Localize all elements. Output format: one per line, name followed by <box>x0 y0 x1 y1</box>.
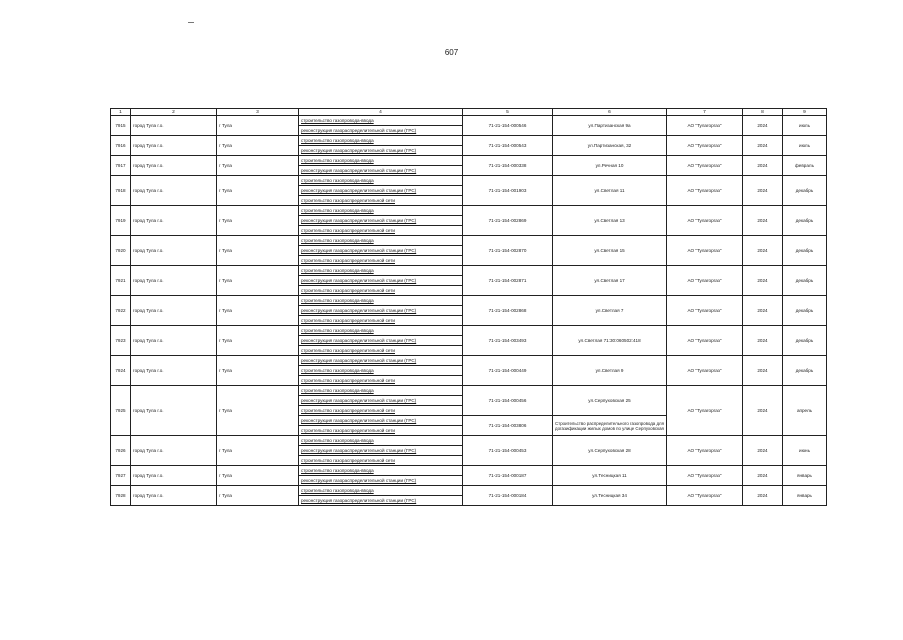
registry-body <box>111 116 827 506</box>
work-type-cell <box>299 356 463 366</box>
locality-cell: г Тула <box>217 266 299 296</box>
registry-table <box>110 108 827 506</box>
district-cell: город Тула г.о. <box>131 266 217 296</box>
address-cell: ул.Тесницкая 34 <box>553 486 667 506</box>
work-type-cell <box>299 486 463 496</box>
work-type-text: реконструкция газораспределительной станции (ГРС) <box>301 218 417 223</box>
locality-cell: г Тула <box>217 466 299 486</box>
year-cell: 2024 <box>743 486 783 506</box>
district-cell: город Тула г.о. <box>131 326 217 356</box>
table-row <box>111 326 827 336</box>
year-cell: 2024 <box>743 356 783 386</box>
organization-cell: АО "Тулагоргаз" <box>667 386 743 436</box>
locality-cell: г Тула <box>217 156 299 176</box>
table-row <box>111 266 827 276</box>
organization-cell: АО "Тулагоргаз" <box>667 466 743 486</box>
year-cell: 2024 <box>743 206 783 236</box>
organization-cell: АО "Тулагоргаз" <box>667 236 743 266</box>
district-cell: город Тула г.о. <box>131 206 217 236</box>
address-cell: ул.Светлая 9 <box>553 356 667 386</box>
work-type-text: реконструкция газораспределительной станции (ГРС) <box>301 478 417 483</box>
district-cell: город Тула г.о. <box>131 136 217 156</box>
address-cell: ул.Тесницкая 11 <box>553 466 667 486</box>
district-cell: город Тула г.о. <box>131 176 217 206</box>
work-type-cell <box>299 246 463 256</box>
work-type-text: строительство газораспределительной сети <box>301 198 395 203</box>
month-cell: декабрь <box>783 356 827 386</box>
address-cell: ул.Светлая 11 <box>553 176 667 206</box>
year-cell: 2024 <box>743 116 783 136</box>
locality-cell: г Тула <box>217 176 299 206</box>
row-number: 7922 <box>111 296 131 326</box>
work-type-text: реконструкция газораспределительной станции (ГРС) <box>301 358 417 363</box>
work-type-cell <box>299 286 463 296</box>
district-cell: город Тула г.о. <box>131 386 217 436</box>
month-cell: декабрь <box>783 266 827 296</box>
object-code-cell: 71-21-154-003806 <box>463 416 553 436</box>
address-cell: ул.Партизанская 9а <box>553 116 667 136</box>
work-type-text: строительство газопровода-ввода <box>301 118 374 123</box>
district-cell: город Тула г.о. <box>131 156 217 176</box>
address-cell: ул.Светлая 15 <box>553 236 667 266</box>
table-row <box>111 236 827 246</box>
month-cell: декабрь <box>783 206 827 236</box>
work-type-cell <box>299 136 463 146</box>
work-type-cell <box>299 256 463 266</box>
organization-cell: АО "Тулагоргаз" <box>667 206 743 236</box>
object-code-cell: 71-21-154-003493 <box>463 326 553 356</box>
row-number: 7918 <box>111 176 131 206</box>
object-code-cell: 71-21-154-000449 <box>463 356 553 386</box>
work-type-cell <box>299 446 463 456</box>
address-cell: ул.Партизанская, 32 <box>553 136 667 156</box>
year-cell: 2024 <box>743 236 783 266</box>
object-code-cell: 71-21-154-000456 <box>463 386 553 416</box>
year-cell: 2024 <box>743 436 783 466</box>
work-type-text: реконструкция газораспределительной станции (ГРС) <box>301 418 417 423</box>
year-cell: 2024 <box>743 136 783 156</box>
work-type-text: реконструкция газораспределительной станции (ГРС) <box>301 248 417 253</box>
work-type-cell <box>299 466 463 476</box>
month-cell: декабрь <box>783 176 827 206</box>
address-cell: ул.Серпуховская 28 <box>553 436 667 466</box>
work-type-text: реконструкция газораспределительной станции (ГРС) <box>301 338 417 343</box>
year-cell: 2024 <box>743 386 783 436</box>
column-header: 8 <box>743 109 783 116</box>
header-row <box>111 109 827 116</box>
object-code-cell: 71-21-154-002868 <box>463 296 553 326</box>
row-number: 7919 <box>111 206 131 236</box>
work-type-cell <box>299 156 463 166</box>
locality-cell: г Тула <box>217 356 299 386</box>
work-type-text: реконструкция газораспределительной станции (ГРС) <box>301 398 417 403</box>
work-type-cell <box>299 326 463 336</box>
work-type-text: строительство газораспределительной сети <box>301 228 395 233</box>
row-number: 7928 <box>111 486 131 506</box>
month-cell: январь <box>783 486 827 506</box>
locality-cell: г Тула <box>217 116 299 136</box>
work-type-cell <box>299 116 463 126</box>
column-header: 9 <box>783 109 827 116</box>
locality-cell: г Тула <box>217 326 299 356</box>
column-header: 7 <box>667 109 743 116</box>
year-cell: 2024 <box>743 176 783 206</box>
row-number: 7926 <box>111 436 131 466</box>
work-type-cell <box>299 426 463 436</box>
month-cell: июнь <box>783 436 827 466</box>
year-cell: 2024 <box>743 156 783 176</box>
month-cell: январь <box>783 466 827 486</box>
work-type-text: строительство газораспределительной сети <box>301 318 395 323</box>
object-code-cell: 71-21-154-000546 <box>463 116 553 136</box>
work-type-cell <box>299 306 463 316</box>
object-code-cell: 71-21-154-000187 <box>463 466 553 486</box>
work-type-text: реконструкция газораспределительной станции (ГРС) <box>301 498 417 503</box>
work-type-text: строительство газораспределительной сети <box>301 458 395 463</box>
work-type-text: реконструкция газораспределительной станции (ГРС) <box>301 278 417 283</box>
table-row <box>111 206 827 216</box>
work-type-text: строительство газораспределительной сети <box>301 348 395 353</box>
object-code-cell: 71-21-154-000543 <box>463 136 553 156</box>
table-row <box>111 136 827 146</box>
object-code-cell: 71-21-154-000338 <box>463 156 553 176</box>
table-row <box>111 486 827 496</box>
row-number: 7916 <box>111 136 131 156</box>
work-type-cell <box>299 276 463 286</box>
district-cell: город Тула г.о. <box>131 486 217 506</box>
table-row <box>111 386 827 396</box>
locality-cell: г Тула <box>217 386 299 436</box>
work-type-text: строительство газопровода-ввода <box>301 368 374 373</box>
table-row <box>111 466 827 476</box>
address-cell: ул.Светлая 71:30:060502:418 <box>553 326 667 356</box>
organization-cell: АО "Тулагоргаз" <box>667 156 743 176</box>
organization-cell: АО "Тулагоргаз" <box>667 436 743 466</box>
work-type-cell <box>299 406 463 416</box>
locality-cell: г Тула <box>217 296 299 326</box>
table-row <box>111 296 827 306</box>
organization-cell: АО "Тулагоргаз" <box>667 266 743 296</box>
month-cell: декабрь <box>783 236 827 266</box>
work-type-cell <box>299 336 463 346</box>
address-cell: ул.Серпуховская 25 <box>553 386 667 416</box>
work-type-cell <box>299 456 463 466</box>
row-number: 7923 <box>111 326 131 356</box>
column-header: 3 <box>217 109 299 116</box>
work-type-text: строительство газораспределительной сети <box>301 258 395 263</box>
work-type-cell <box>299 196 463 206</box>
row-number: 7925 <box>111 386 131 436</box>
work-type-cell <box>299 176 463 186</box>
work-type-text: реконструкция газораспределительной станции (ГРС) <box>301 188 417 193</box>
year-cell: 2024 <box>743 466 783 486</box>
work-type-text: строительство газораспределительной сети <box>301 428 395 433</box>
organization-cell: АО "Тулагоргаз" <box>667 296 743 326</box>
work-type-cell <box>299 436 463 446</box>
work-type-text: строительство газопровода-ввода <box>301 238 374 243</box>
year-cell: 2024 <box>743 326 783 356</box>
column-header: 2 <box>131 109 217 116</box>
district-cell: город Тула г.о. <box>131 436 217 466</box>
locality-cell: г Тула <box>217 136 299 156</box>
work-type-cell <box>299 476 463 486</box>
address-cell: ул.Речная 10 <box>553 156 667 176</box>
work-type-text: реконструкция газораспределительной станции (ГРС) <box>301 128 417 133</box>
organization-cell: АО "Тулагоргаз" <box>667 356 743 386</box>
work-type-text: реконструкция газораспределительной станции (ГРС) <box>301 308 417 313</box>
work-type-cell <box>299 226 463 236</box>
table-row <box>111 156 827 166</box>
work-type-cell <box>299 386 463 396</box>
work-type-cell <box>299 416 463 426</box>
object-code-cell: 71-21-154-002871 <box>463 266 553 296</box>
work-type-text: строительство газораспределительной сети <box>301 288 395 293</box>
month-cell: июль <box>783 136 827 156</box>
table-row <box>111 436 827 446</box>
year-cell: 2024 <box>743 266 783 296</box>
work-type-text: строительство газопровода-ввода <box>301 468 374 473</box>
district-cell: город Тула г.о. <box>131 116 217 136</box>
month-cell: декабрь <box>783 296 827 326</box>
work-type-text: реконструкция газораспределительной станции (ГРС) <box>301 148 417 153</box>
organization-cell: АО "Тулагоргаз" <box>667 116 743 136</box>
table-row <box>111 176 827 186</box>
work-type-text: строительство газопровода-ввода <box>301 268 374 273</box>
row-number: 7917 <box>111 156 131 176</box>
row-number: 7924 <box>111 356 131 386</box>
locality-cell: г Тула <box>217 486 299 506</box>
address-cell: Строительство распределительного газопровода для догазификации жилых домов по улице Серпуховская <box>553 416 667 436</box>
work-type-text: реконструкция газораспределительной станции (ГРС) <box>301 168 417 173</box>
organization-cell: АО "Тулагоргаз" <box>667 486 743 506</box>
locality-cell: г Тула <box>217 206 299 236</box>
work-type-cell <box>299 296 463 306</box>
work-type-text: строительство газопровода-ввода <box>301 208 374 213</box>
stray-mark <box>188 22 194 23</box>
address-cell: ул.Светлая 13 <box>553 206 667 236</box>
column-header: 1 <box>111 109 131 116</box>
work-type-cell <box>299 266 463 276</box>
month-cell: апрель <box>783 386 827 436</box>
work-type-cell <box>299 316 463 326</box>
work-type-text: строительство газопровода-ввода <box>301 158 374 163</box>
work-type-text: строительство газораспределительной сети <box>301 378 395 383</box>
month-cell: февраль <box>783 156 827 176</box>
work-type-text: строительство газопровода-ввода <box>301 438 374 443</box>
work-type-cell <box>299 166 463 176</box>
locality-cell: г Тула <box>217 436 299 466</box>
object-code-cell: 71-21-154-000184 <box>463 486 553 506</box>
district-cell: город Тула г.о. <box>131 296 217 326</box>
page-number: 607 <box>444 48 459 57</box>
work-type-cell <box>299 496 463 506</box>
column-header: 4 <box>299 109 463 116</box>
district-cell: город Тула г.о. <box>131 356 217 386</box>
work-type-text: строительство газопровода-ввода <box>301 388 374 393</box>
work-type-text: строительство газопровода-ввода <box>301 488 374 493</box>
work-type-cell <box>299 206 463 216</box>
work-type-text: строительство газопровода-ввода <box>301 138 374 143</box>
table-row <box>111 356 827 366</box>
work-type-text: строительство газопровода-ввода <box>301 298 374 303</box>
object-code-cell: 71-21-154-002870 <box>463 236 553 266</box>
object-code-cell: 71-21-154-001903 <box>463 176 553 206</box>
month-cell: июль <box>783 116 827 136</box>
row-number: 7927 <box>111 466 131 486</box>
work-type-cell <box>299 366 463 376</box>
work-type-cell <box>299 376 463 386</box>
district-cell: город Тула г.о. <box>131 236 217 266</box>
work-type-text: строительство газораспределительной сети <box>301 408 395 413</box>
address-cell: ул.Светлая 17 <box>553 266 667 296</box>
object-code-cell: 71-21-154-002869 <box>463 206 553 236</box>
address-cell: ул.Светлая 7 <box>553 296 667 326</box>
work-type-text: строительство газопровода-ввода <box>301 178 374 183</box>
work-type-text: реконструкция газораспределительной станции (ГРС) <box>301 448 417 453</box>
work-type-cell <box>299 346 463 356</box>
work-type-cell <box>299 216 463 226</box>
column-header: 5 <box>463 109 553 116</box>
column-header: 6 <box>553 109 667 116</box>
district-cell: город Тула г.о. <box>131 466 217 486</box>
year-cell: 2024 <box>743 296 783 326</box>
organization-cell: АО "Тулагоргаз" <box>667 326 743 356</box>
work-type-cell <box>299 186 463 196</box>
work-type-cell <box>299 396 463 406</box>
work-type-text: строительство газопровода-ввода <box>301 328 374 333</box>
locality-cell: г Тула <box>217 236 299 266</box>
row-number: 7921 <box>111 266 131 296</box>
work-type-cell <box>299 236 463 246</box>
work-type-cell <box>299 146 463 156</box>
object-code-cell: 71-21-154-000453 <box>463 436 553 466</box>
row-number: 7915 <box>111 116 131 136</box>
organization-cell: АО "Тулагоргаз" <box>667 136 743 156</box>
work-type-cell <box>299 126 463 136</box>
table-row <box>111 116 827 126</box>
row-number: 7920 <box>111 236 131 266</box>
organization-cell: АО "Тулагоргаз" <box>667 176 743 206</box>
month-cell: декабрь <box>783 326 827 356</box>
